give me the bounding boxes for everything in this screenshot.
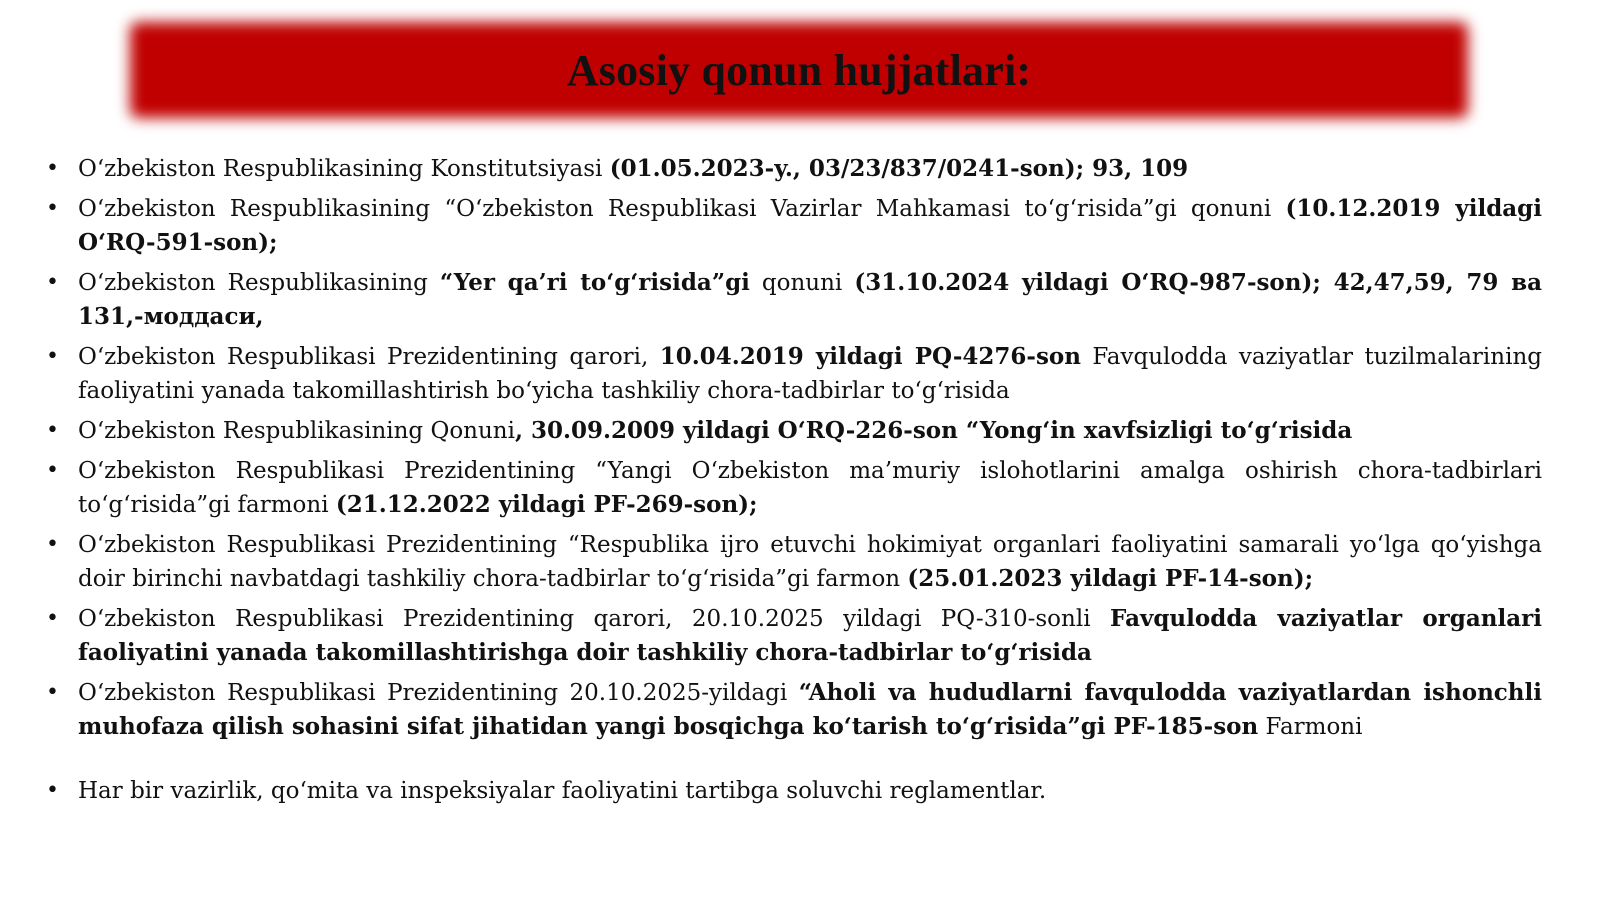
list-item-text: O‘zbekiston Respublikasi Prezidentining qarori, 20.10.2025 yildagi PQ-310-sonli <box>78 606 1111 632</box>
bullet-icon: • <box>46 156 59 181</box>
bullet-icon: • <box>46 196 59 221</box>
list-item-text-bold: (21.12.2022 yildagi PF-269-son); <box>335 491 758 518</box>
law-list <box>42 152 1542 744</box>
list-item <box>42 676 1542 744</box>
list-item-text: O‘zbekiston Respublikasining Konstitutsiyasi <box>78 156 610 182</box>
list-item-text-bold: , 30.09.2009 yildagi O‘RQ-226-son “Yong‘in xavfsizligi to‘g‘risida <box>514 417 1353 444</box>
content-area <box>42 152 1542 814</box>
list-item-text: Farmoni <box>1258 714 1363 740</box>
bullet-icon: • <box>46 778 59 803</box>
title-banner <box>130 22 1468 118</box>
list-item <box>42 528 1542 596</box>
bullet-icon: • <box>46 606 59 631</box>
list-item-text: O‘zbekiston Respublikasi Prezidentining qarori, <box>78 344 660 370</box>
list-item <box>42 340 1542 408</box>
bullet-icon: • <box>46 344 59 369</box>
bullet-icon: • <box>46 680 59 705</box>
bullet-icon: • <box>46 532 59 557</box>
list-item-text-bold: “Yer qa’ri to‘g‘risida”gi <box>439 269 750 296</box>
list-item-text: O‘zbekiston Respublikasi Prezidentining “Yangi O‘zbekiston ma’muriy islohotlarini amalga oshirish chora-tadbirlari to‘g‘risida”gi farmoni <box>78 458 1542 518</box>
list-item <box>42 152 1542 186</box>
list-item-regulations <box>42 774 1542 808</box>
list-item-text: O‘zbekiston Respublikasining Qonuni <box>78 418 515 444</box>
page-title: Asosiy qonun hujjatlari: <box>566 45 1032 95</box>
list-item <box>42 602 1542 670</box>
list-item-text: O‘zbekiston Respublikasi Prezidentining 20.10.2025-yildagi <box>78 680 799 706</box>
list-item-text: O‘zbekiston Respublikasining <box>78 270 440 296</box>
bullet-icon: • <box>46 270 59 295</box>
list-item-text-bold: (25.01.2023 yildagi PF-14-son); <box>907 565 1314 592</box>
list-item <box>42 414 1542 448</box>
list-item-text: Favqulodda vaziyatlar tuzilmalarining faoliyatini yanada takomillashtirish bo‘yicha tashkiliy chora-tadbirlar to‘g‘risida <box>78 344 1542 404</box>
regulations-list <box>42 774 1542 808</box>
list-item-text: O‘zbekiston Respublikasi Prezidentining “Respublika ijro etuvchi hokimiyat organlari faoliyatini samarali yo‘lga qo‘yishga doir birinchi navbatdagi tashkiliy chora-tadbirlar to‘g‘risida”gi farmon <box>78 532 1542 592</box>
list-item-text-bold: (31.10.2024 yildagi O‘RQ-987-son); 42,47,59, 79 ва 131,-моддаси, <box>78 269 1542 330</box>
list-item-text-bold: (10.12.2019 yildagi O‘RQ-591-son); <box>78 195 1543 256</box>
list-item-text-bold: (01.05.2023-y., 03/23/837/0241-son); 93, 109 <box>609 155 1189 182</box>
bullet-icon: • <box>46 458 59 483</box>
bullet-icon: • <box>46 418 59 443</box>
list-item <box>42 266 1542 334</box>
list-item <box>42 192 1542 260</box>
list-item-text: Har bir vazirlik, qo‘mita va inspeksiyalar faoliyatini tartibga soluvchi reglamentlar. <box>78 778 1047 804</box>
list-item-text: O‘zbekiston Respublikasining “O‘zbekiston Respublikasi Vazirlar Mahkamasi to‘g‘risida”gi qonuni <box>78 196 1286 222</box>
list-item-text-bold: “Aholi va hududlarni favqulodda vaziyatlardan ishonchli muhofaza qilish sohasini sifat jihatidan yangi bosqichga ko‘tarish to‘g‘risida”gi PF-185-son <box>78 679 1542 740</box>
list-item <box>42 454 1542 522</box>
list-item-text-bold: 10.04.2019 yildagi PQ-4276-son <box>659 343 1081 370</box>
list-item-text: qonuni <box>749 270 855 296</box>
list-item-text-bold: Favqulodda vaziyatlar organlari faoliyatini yanada takomillashtirishga doir tashkiliy chora-tadbirlar to‘g‘risida <box>78 605 1542 666</box>
